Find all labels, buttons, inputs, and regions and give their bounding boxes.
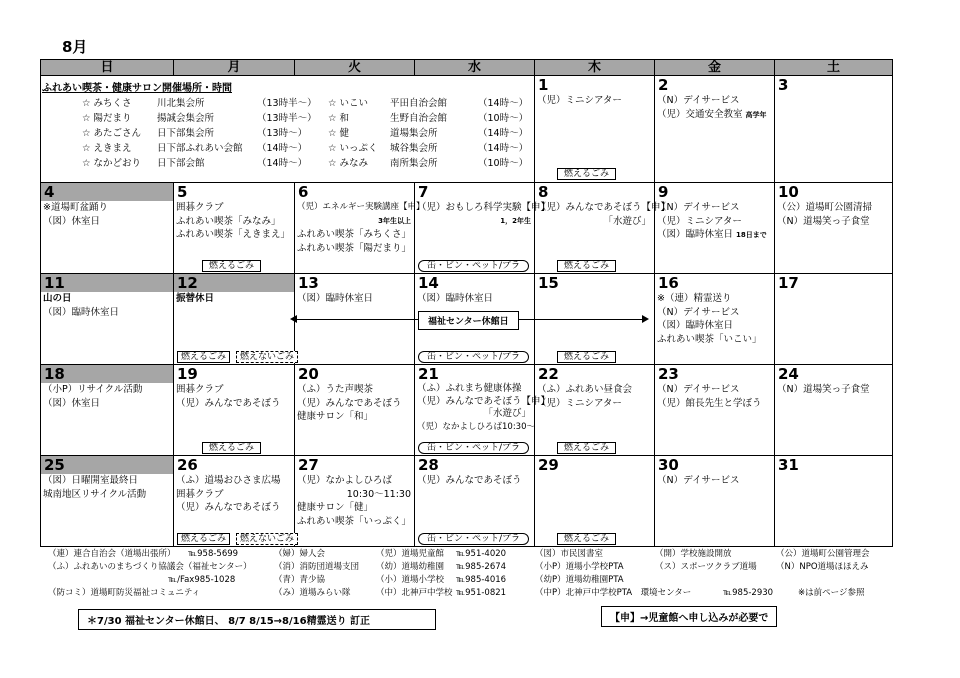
day-cell [775,76,893,183]
salon-name: ☆ 和 [328,113,350,124]
salon-place: 日下部集会所 [157,128,215,139]
day-cell [655,456,775,547]
nonburnable-garbage-badge: 燃えないごみ [236,533,298,545]
day-cell [174,456,295,547]
legend-item: （ス）スポーツクラブ道場 [655,562,757,572]
event: （図）臨時休室日 [43,306,120,318]
burnable-garbage-badge: 燃えるごみ [202,260,261,272]
week-row [41,456,893,547]
recyclables-garbage-badge: 缶・ビン・ペット/プラ [418,351,529,363]
event: （図）休室日 [43,397,101,409]
salon-place: 城谷集会所 [390,143,438,154]
day-cell [295,365,415,456]
day-number: 22 [538,365,559,383]
event: （児）館長先生と学ぼう [657,397,762,409]
legend-item: （幼P）道場幼稚園PTA [535,575,624,585]
day-cell [295,456,415,547]
salon-time: （14時～） [478,98,529,109]
day-cell [415,183,551,274]
day-number: 11 [41,274,173,292]
day-cell [655,365,775,456]
event: ふれあい喫茶「いっぷく」 [297,515,412,527]
legend-tel: ℡985-4016 [456,575,507,585]
burnable-garbage-badge: 燃えるごみ [557,351,616,363]
salon-time: （14時～） [257,158,308,169]
weekday-header [41,60,893,76]
day-number: 19 [177,365,198,383]
event: ふれあい喫茶「いこい」 [657,333,762,345]
event: （図）臨時休室日 [657,229,734,240]
event: 健康サロン「和」 [297,411,374,422]
day-number: 23 [658,365,679,383]
arrow-right-icon [642,315,649,323]
event: （N）道場笑っ子食堂 [777,215,870,227]
event: （N）デイサービス [657,384,740,395]
salon-name: ☆ 陽だまり [82,113,132,124]
day-cell [174,274,295,365]
legend-col-2 [274,548,359,600]
nonburnable-garbage-badge: 燃えないごみ [236,351,298,363]
salon-name: ☆ いこい [328,98,369,109]
application-note: 【申】→児童館へ申し込みが必要で [601,606,777,627]
day-number: 3 [778,76,789,94]
event: 健康サロン「健」 [297,502,374,513]
day-number: 30 [658,456,679,474]
event: （児）みんなであそぼう【申】 [537,202,671,213]
day-number: 4 [41,183,173,201]
day-cell [295,183,425,274]
day-number: 26 [177,456,198,474]
event: （児）みんなであそぼう [297,397,402,409]
salon-time: （13時～） [257,128,308,139]
day-number: 7 [418,183,429,201]
day-number: 20 [298,365,319,383]
day-number: 12 [174,274,294,292]
salon-name: ☆ みなみ [328,158,369,169]
event: （児）ミニシアター [537,397,622,409]
day-number: 31 [778,456,799,474]
weekday-wed: 水 [415,60,535,76]
burnable-garbage-badge: 燃えるごみ [557,442,616,454]
weekday-mon: 月 [174,60,295,76]
salon-time: （14時～） [478,128,529,139]
event: （ふ）道場おひさま広場 [176,475,281,486]
day-cell [775,274,893,365]
event: （N）デイサービス [657,202,740,213]
legend-item: （防コミ）道場町防災福祉コミュニティ [48,588,201,598]
weekday-sun: 日 [41,60,174,76]
burnable-garbage-badge: 燃えるごみ [177,533,230,545]
legend-item: （児）道場児童館 [376,549,445,559]
salon-place: 日下部会館 [157,158,205,169]
salon-place: 平田自治会館 [390,98,448,109]
event: （児）エネルギー実験講座【申】 [297,202,425,212]
weekday-tue: 火 [295,60,415,76]
legend-item: （小P）道場小学校PTA [535,562,624,572]
day-number: 14 [418,274,439,292]
day-cell [775,456,893,547]
salon-name: ☆ あたごさん [82,128,142,139]
legend-item: （公）道場町公園管理会 [776,549,870,559]
event: （N）道場笑っ子食堂 [777,384,870,395]
holiday-label: 振替休日 [176,293,215,304]
day-number: 1 [538,76,549,94]
day-cell [655,274,775,365]
event: （図）臨時休室日 [657,320,734,331]
day-number: 6 [298,183,309,201]
day-number: 5 [177,183,188,201]
salon-place: 日下部ふれあい会館 [157,143,243,154]
salon-list-left [82,96,317,171]
welfare-center-closed-label: 福祉センター休館日 [418,311,519,330]
legend-col-5 [655,548,773,600]
day-number: 18 [41,365,173,383]
day-cell [775,365,893,456]
event: （ふ）ふれまち健康体操 [417,383,522,394]
burnable-garbage-badge: 燃えるごみ [557,168,616,180]
day-number: 17 [778,274,799,292]
day-cell [775,183,893,274]
legend-item: （図）市民図書室 [535,549,604,559]
event: （N）デイサービス [657,475,740,486]
day-cell [41,274,174,365]
salon-place: 道場集会所 [390,128,438,139]
event: （N）デイサービス [657,306,740,318]
day-number: 13 [298,274,319,292]
day-cell [535,365,655,456]
salon-name: ☆ 健 [328,128,350,139]
salon-time: （13時半～） [257,98,317,109]
event: 城南地区リサイクル活動 [43,488,147,500]
event: 「水遊び」 [603,215,651,227]
event-note: 3年生以上 [378,216,411,225]
event: 囲碁クラブ [176,202,224,213]
event: （児）みんなであそぼう【申】 [417,395,551,407]
day-cell [415,456,535,547]
legend-tel: ℡951-4020 [456,549,507,559]
recyclables-garbage-badge: 缶・ビン・ペット/プラ [418,442,529,454]
event: （ふ）ふれあい昼食会 [537,384,633,395]
salon-name: ☆ みちくさ [82,98,132,109]
event: （小P）リサイクル活動 [43,384,143,395]
legend-col-6 [776,548,870,600]
event: 囲碁クラブ [176,384,224,395]
event: （ふ）うた声喫茶 [297,384,374,395]
day-cell [41,456,174,547]
day-cell [41,183,174,274]
legend-item: （青）青少協 [274,575,326,585]
salon-time: （14時～） [257,143,308,154]
recyclables-garbage-badge: 缶・ビン・ペット/プラ [418,533,529,545]
event: （図）臨時休室日 [417,293,494,304]
salon-place: 揚誠会集会所 [157,113,215,124]
event: （児）みんなであそぼう [417,475,522,486]
event: （児）みんなであそぼう [176,502,281,513]
day-number: 9 [658,183,669,201]
day-cell [41,365,174,456]
day-cell [655,76,775,183]
day-number: 21 [418,365,439,383]
event: 囲碁クラブ [176,488,224,500]
event-note: 高学年 [745,110,767,119]
weekday-thu: 木 [535,60,655,76]
day-number: 16 [658,274,679,292]
legend-item: （開）学校施設開放 [655,549,732,559]
event: （図）臨時休室日 [297,293,374,304]
legend-item: （中）北神戸中学校 [376,588,453,598]
event: 10:30～11:30 [346,488,411,500]
event-note: 1，2年生 [500,216,531,225]
week-row [41,183,893,274]
event: ふれあい喫茶「えきまえ」 [176,229,291,240]
salon-place: 南所集会所 [390,158,438,169]
salon-name: ☆ えきまえ [82,143,132,154]
legend-item: （ふ）ふれあいのまちづくり協議会（福祉センター） [48,562,252,572]
event: ふれあい喫茶「みなみ」 [176,215,281,227]
event: （公）道場町公園清掃 [777,202,873,213]
salon-time: （10時～） [478,158,529,169]
salon-time: （13時半～） [257,113,317,124]
burnable-garbage-badge: 燃えるごみ [177,351,230,363]
month-title: 8月 [62,38,88,56]
event: （図）休室日 [43,215,101,227]
arrow-left-icon [290,315,297,323]
event: ふれあい喫茶「みちくさ」 [297,229,412,240]
day-cell [535,183,671,274]
salon-name: ☆ なかどおり [82,158,142,169]
salon-time: （14時～） [478,143,529,154]
legend-item: （小）道場小学校 [376,575,445,585]
event: ふれあい喫茶「陽だまり」 [297,242,412,254]
weekday-sat: 土 [775,60,893,76]
legend-item: （消）消防団道場支団 [274,562,360,572]
day-number: 8 [538,183,549,201]
holiday-label: 山の日 [43,293,72,304]
salon-list-right [328,96,528,171]
day-cell [535,76,655,183]
day-number: 29 [538,456,559,474]
event: （児）なかよしひろば10:30～ [417,421,535,432]
day-number: 15 [538,274,559,292]
legend-item: （幼）道場幼稚園 [376,562,445,572]
week-row [41,365,893,456]
day-cell [174,183,295,274]
legend-tel: ℡985-2674 [456,562,507,572]
legend-item: （み）道場みらい隊 [274,588,351,598]
legend-col-1 [48,548,252,600]
weekday-fri: 金 [655,60,775,76]
event: ※（連）精霊送り [657,293,732,304]
event: （児）交通安全教室 [657,108,743,120]
day-number: 27 [298,456,319,474]
salon-place: 生野自治会館 [390,113,448,124]
day-number: 10 [778,183,799,201]
legend-item: （N）NPO道場ほほえみ [776,562,869,572]
event: （児）みんなであそぼう [176,397,281,409]
day-number: 28 [418,456,439,474]
day-cell [655,183,775,274]
event: ※道場町盆踊り [43,202,108,213]
burnable-garbage-badge: 燃えるごみ [557,260,616,272]
burnable-garbage-badge: 燃えるごみ [557,533,616,545]
legend-tel: ℡958-5699 [188,549,239,559]
day-cell [535,456,655,547]
event: （図）日曜開室最終日 [43,475,139,486]
event: （児）なかよしひろば [297,475,393,486]
legend-col-3 [376,548,506,600]
day-number: 2 [658,76,669,94]
event: 「水遊び」 [483,408,531,419]
legend-item: （連）連合自治会（道場出張所） [48,549,176,559]
event: （N）デイサービス [657,95,740,106]
salon-title: ふれあい喫茶・健康サロン開催場所・時間 [42,83,232,94]
legend-item: （中P）北神戸中学校PTA 環境センター [535,588,692,598]
legend-item: （婦）婦人会 [274,549,326,559]
salon-name: ☆ いっぷく [328,143,378,154]
salon-place: 川北集会所 [157,98,205,109]
legend-item: ※は前ページ参照 [798,588,865,598]
event-note: 18日まで [736,231,767,239]
salon-time: （10時～） [478,113,529,124]
legend-tel: ℡/Fax985-1028 [168,575,236,585]
recyclables-garbage-badge: 缶・ビン・ペット/プラ [418,260,529,272]
burnable-garbage-badge: 燃えるごみ [202,442,261,454]
legend-tel: ℡951-0821 [456,588,507,598]
event: （児）おもしろ科学実験【申】 [417,202,551,213]
legend-tel: ℡985-2930 [723,588,774,598]
day-number: 24 [778,365,799,383]
event: （児）ミニシアター [657,215,742,227]
correction-note: ＊7/30 福祉センター休館日、 8/7 8/15→8/16精霊送り 訂正 [78,609,436,630]
day-number: 25 [41,456,173,474]
event: （児）ミニシアター [537,95,622,106]
day-cell [174,365,295,456]
